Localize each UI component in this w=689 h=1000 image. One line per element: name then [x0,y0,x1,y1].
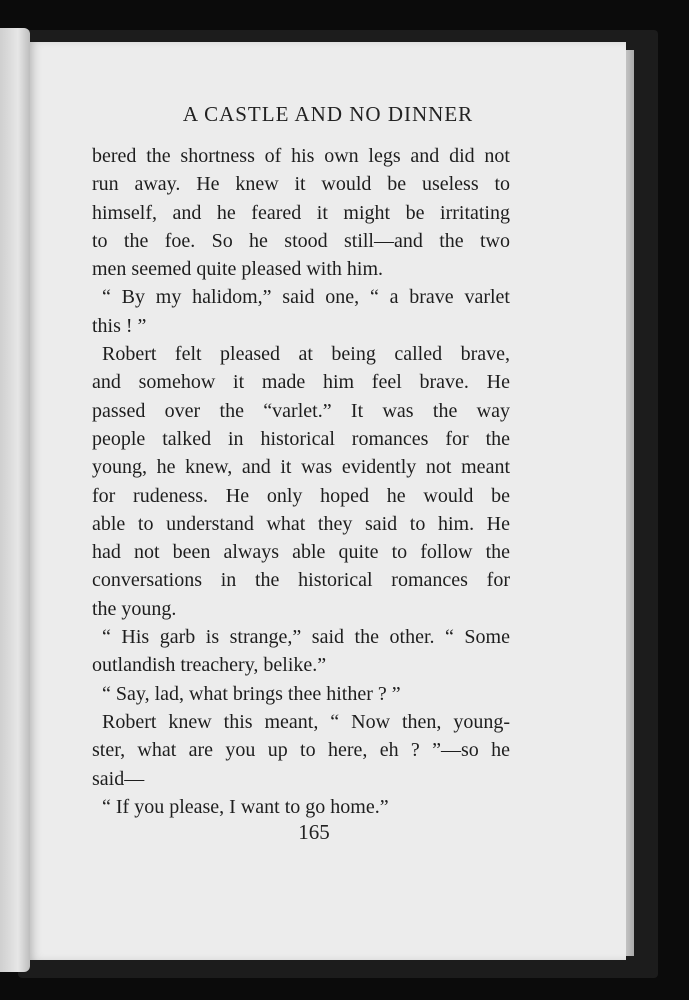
text-line: had not been always able quite to follow the [92,541,510,564]
page-number: 165 [298,820,330,844]
text-line: young, he knew, and it was evidently not meant [92,456,510,479]
text-line: passed over the “varlet.” It was the way [92,399,510,422]
text-line: “ His garb is strange,” said the other. “ Some [102,626,510,649]
text-line: Robert felt pleased at being called brave, [102,343,510,366]
left-page-edge [0,28,30,972]
text-line: for rudeness. He only hoped he would be [92,484,510,507]
book-page [30,42,626,960]
text-line: said— [92,767,145,790]
text-line: the young. [92,597,177,620]
text-line: himself, and he feared it might be irritating [92,201,510,224]
text-line: “ Say, lad, what brings thee hither ? ” [102,682,401,705]
text-line: bered the shortness of his own legs and did not [92,145,510,167]
text-line: ster, what are you up to here, eh ? ”—so he [92,739,510,762]
text-line: run away. He knew it would be useless to [92,173,510,196]
running-head: A CASTLE AND NO DINNER [182,102,474,126]
text-line: “ By my halidom,” said one, “ a brave varlet [102,286,510,309]
text-line: this ! ” [92,314,147,337]
text-line: people talked in historical romances for the [92,427,510,450]
text-line: men seemed quite pleased with him. [92,258,384,281]
text-line: and somehow it made him feel brave. He [92,371,510,394]
text-line: conversations in the historical romances for [92,569,510,592]
text-line: to the foe. So he stood still—and the two [92,229,510,252]
text-line: Robert knew this meant, “ Now then, young- [102,710,510,733]
text-line: able to understand what they said to him. He [92,512,510,535]
text-line: “ If you please, I want to go home.” [102,795,389,818]
body-text [92,142,510,821]
text-line: outlandish treachery, belike.” [92,654,327,677]
